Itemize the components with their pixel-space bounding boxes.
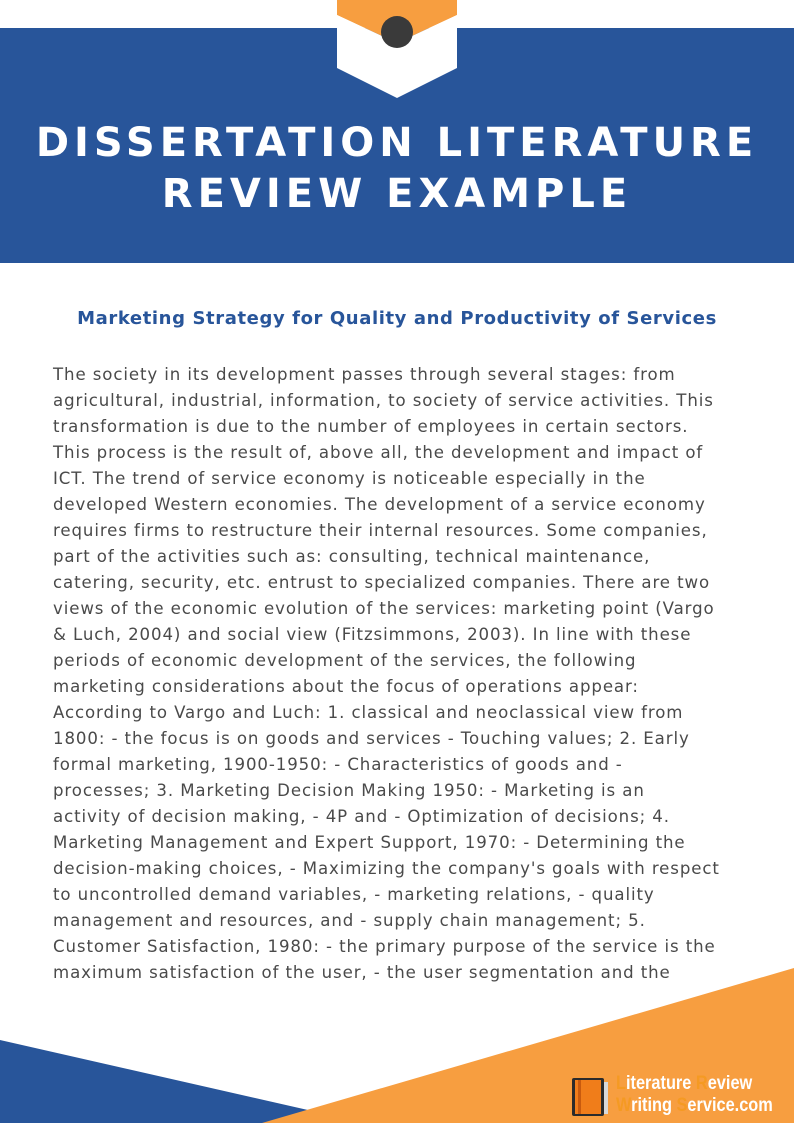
page-title bbox=[0, 118, 794, 220]
brand-logo[interactable] bbox=[570, 1073, 788, 1119]
body-line: 1800: - the focus is on goods and services - Touching values; 2. Early bbox=[53, 729, 690, 748]
logo-line-1 bbox=[616, 1073, 773, 1095]
body-line: Marketing Management and Expert Support, 1970: - Determining the bbox=[53, 833, 686, 852]
body-line: maximum satisfaction of the user, - the user segmentation and the bbox=[53, 963, 671, 982]
body-line: processes; 3. Marketing Decision Making 1950: - Marketing is an bbox=[53, 781, 645, 800]
body-line: periods of economic development of the services, the following bbox=[53, 651, 637, 670]
tag-dot bbox=[381, 16, 413, 48]
logo-wordmark bbox=[616, 1073, 773, 1117]
body-line: This process is the result of, above all, the development and impact of bbox=[53, 443, 704, 462]
logo-word: riting bbox=[631, 1095, 677, 1116]
body-line: formal marketing, 1900-1950: - Characteristics of goods and - bbox=[53, 755, 623, 774]
title-line-2: REVIEW EXAMPLE bbox=[161, 171, 633, 217]
body-line: & Luch, 2004) and social view (Fitzsimmons, 2003). In line with these bbox=[53, 625, 692, 644]
body-line: transformation is due to the number of employees in certain sectors. bbox=[53, 417, 689, 436]
body-paragraph bbox=[53, 362, 773, 986]
logo-word: iterature bbox=[625, 1073, 696, 1094]
body-line: to uncontrolled demand variables, - marketing relations, - quality bbox=[53, 885, 655, 904]
logo-word: eview bbox=[707, 1073, 753, 1094]
body-line: According to Vargo and Luch: 1. classical and neoclassical view from bbox=[53, 703, 684, 722]
body-line: part of the activities such as: consulting, technical maintenance, bbox=[53, 547, 651, 566]
book-icon bbox=[570, 1076, 610, 1118]
logo-initial: W bbox=[616, 1095, 632, 1116]
body-line: marketing considerations about the focus of operations appear: bbox=[53, 677, 639, 696]
body-line: developed Western economies. The development of a service economy bbox=[53, 495, 706, 514]
logo-line-2 bbox=[616, 1095, 773, 1117]
logo-word: ervice.com bbox=[687, 1095, 773, 1116]
body-line: requires firms to restructure their internal resources. Some companies, bbox=[53, 521, 708, 540]
body-line: Customer Satisfaction, 1980: - the primary purpose of the service is the bbox=[53, 937, 716, 956]
body-line: The society in its development passes through several stages: from bbox=[53, 365, 676, 384]
header-tag-decoration bbox=[0, 0, 794, 100]
title-line-1: DISSERTATION LITERATURE bbox=[35, 120, 759, 166]
body-line: management and resources, and - supply chain management; 5. bbox=[53, 911, 646, 930]
logo-initial: S bbox=[676, 1095, 688, 1116]
body-line: agricultural, industrial, information, to society of service activities. This bbox=[53, 391, 714, 410]
logo-initial: L bbox=[616, 1073, 626, 1094]
body-line: activity of decision making, - 4P and - Optimization of decisions; 4. bbox=[53, 807, 670, 826]
body-line: catering, security, etc. entrust to specialized companies. There are two bbox=[53, 573, 711, 592]
body-line: ICT. The trend of service economy is noticeable especially in the bbox=[53, 469, 646, 488]
logo-initial: R bbox=[695, 1073, 708, 1094]
body-line: views of the economic evolution of the services: marketing point (Vargo bbox=[53, 599, 715, 618]
section-subtitle: Marketing Strategy for Quality and Productivity of Services bbox=[77, 308, 717, 329]
body-line: decision-making choices, - Maximizing the company's goals with respect bbox=[53, 859, 720, 878]
